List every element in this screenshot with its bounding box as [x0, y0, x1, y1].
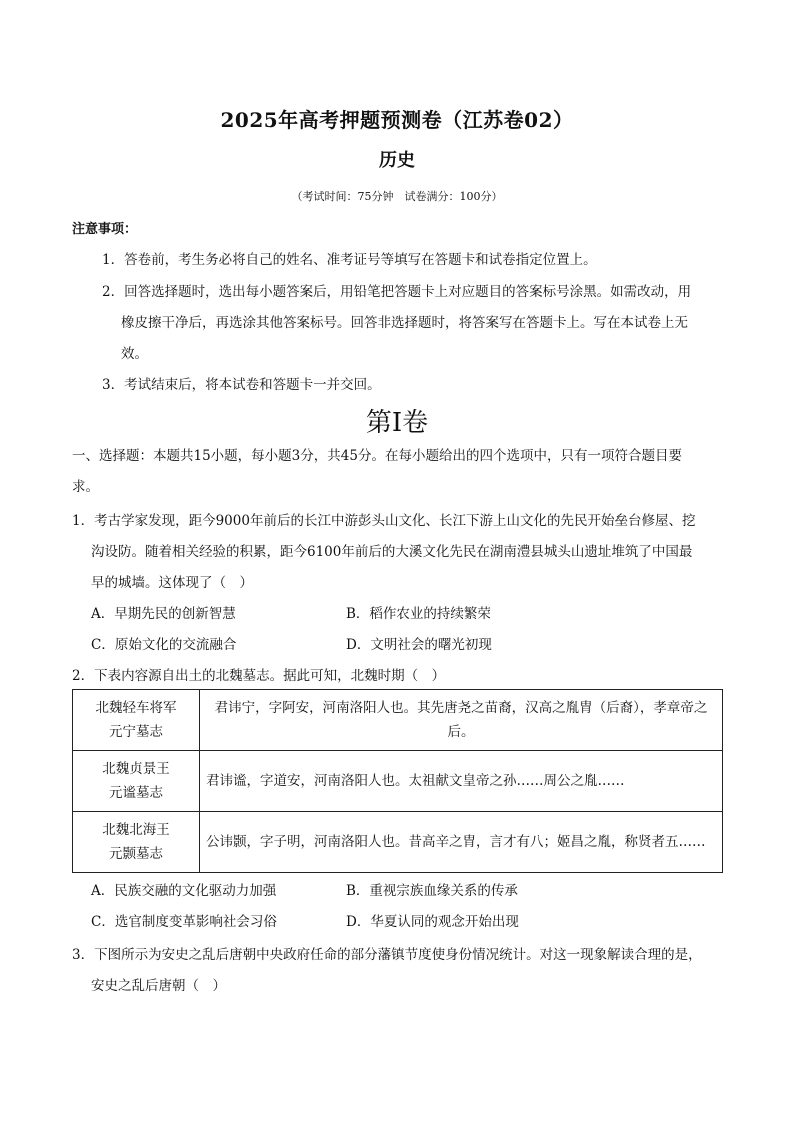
- notice-line: 效。: [121, 346, 148, 362]
- q1-stem-line: 早的城墙。这体现了（ ）: [91, 575, 253, 591]
- notice-line: 3．考试结束后，将本试卷和答题卡一并交回。: [102, 377, 381, 393]
- q2-stem-line: 2．下表内容源自出土的北魏墓志。据此可知，北魏时期（ ）: [72, 668, 446, 684]
- table-cell-name: 北魏贞景王 元谧墓志: [73, 751, 200, 812]
- notice-line: 橡皮擦干净后，再选涂其他答案标号。回答非选择题时，将答案写在答题卡上。写在本试卷上无: [121, 315, 688, 331]
- q1-stem-line: 1．考古学家发现，距今9000年前后的长江中游彭头山文化、长江下游上山文化的先民开始垒台修屋、挖: [72, 513, 696, 529]
- notice-line: 2．回答选择题时，选出每小题答案后，用铅笔把答题卡上对应题目的答案标号涂黑。如需改动，用: [102, 284, 692, 300]
- q1-option-d: D．文明社会的曙光初现: [346, 637, 492, 653]
- q1-option-c: C．原始文化的交流融合: [91, 637, 237, 653]
- table-cell-content: 君讳宁，字阿安，河南洛阳人也。其先唐尧之苗裔，汉高之胤胄（后裔），孝章帝之 后。: [200, 690, 723, 751]
- q2-option-b: B．重视宗族血缘关系的传承: [346, 883, 518, 899]
- section-instruction: 求。: [72, 479, 99, 495]
- table-cell-content: 君讳谧，字道安，河南洛阳人也。太祖献文皇帝之孙……周公之胤……: [200, 751, 723, 812]
- notice-heading: 注意事项：: [72, 222, 138, 237]
- q2-option-d: D．华夏认同的观念开始出现: [346, 914, 519, 930]
- table-cell-name: 北魏轻车将军 元宁墓志: [73, 690, 200, 751]
- q3-stem-line: 3．下图所示为安史之乱后唐朝中央政府任命的部分藩镇节度使身份情况统计。对这一现象解读合理的是，: [72, 947, 702, 963]
- q2-option-a: A．民族交融的文化驱动力加强: [91, 883, 277, 899]
- table-row: [73, 690, 723, 751]
- q1-option-a: A．早期先民的创新智慧: [91, 606, 236, 622]
- q1-option-b: B．稻作农业的持续繁荣: [346, 606, 491, 622]
- table-row: [73, 751, 723, 812]
- exam-info: （考试时间：75分钟 试卷满分：100分）: [291, 190, 503, 203]
- table-row: [73, 812, 723, 873]
- volume-title: 第Ⅰ卷: [365, 408, 429, 438]
- table-cell-name: 北魏北海王 元颢墓志: [73, 812, 200, 873]
- q2-option-c: C．选官制度变革影响社会习俗: [91, 914, 277, 930]
- table-cell-content: 公讳颢，字子明，河南洛阳人也。昔高辛之胄，言才有八；姬昌之胤，称贤者五……: [200, 812, 723, 873]
- exam-title: 2025年高考押题预测卷（江苏卷02）: [220, 108, 574, 132]
- subject-title: 历史: [379, 150, 415, 171]
- epitaph-table: [72, 689, 723, 873]
- q1-stem-line: 沟设防。随着相关经验的积累，距今6100年前后的大溪文化先民在湖南澧县城头山遗址堆筑了中国最: [91, 544, 693, 560]
- section-instruction: 一、选择题：本题共15小题，每小题3分，共45分。在每小题给出的四个选项中，只有一项符合题目要: [72, 448, 682, 464]
- notice-line: 1．答卷前，考生务必将自己的姓名、准考证号等填写在答题卡和试卷指定位置上。: [102, 252, 597, 268]
- q3-stem-line: 安史之乱后唐朝（ ）: [91, 978, 226, 994]
